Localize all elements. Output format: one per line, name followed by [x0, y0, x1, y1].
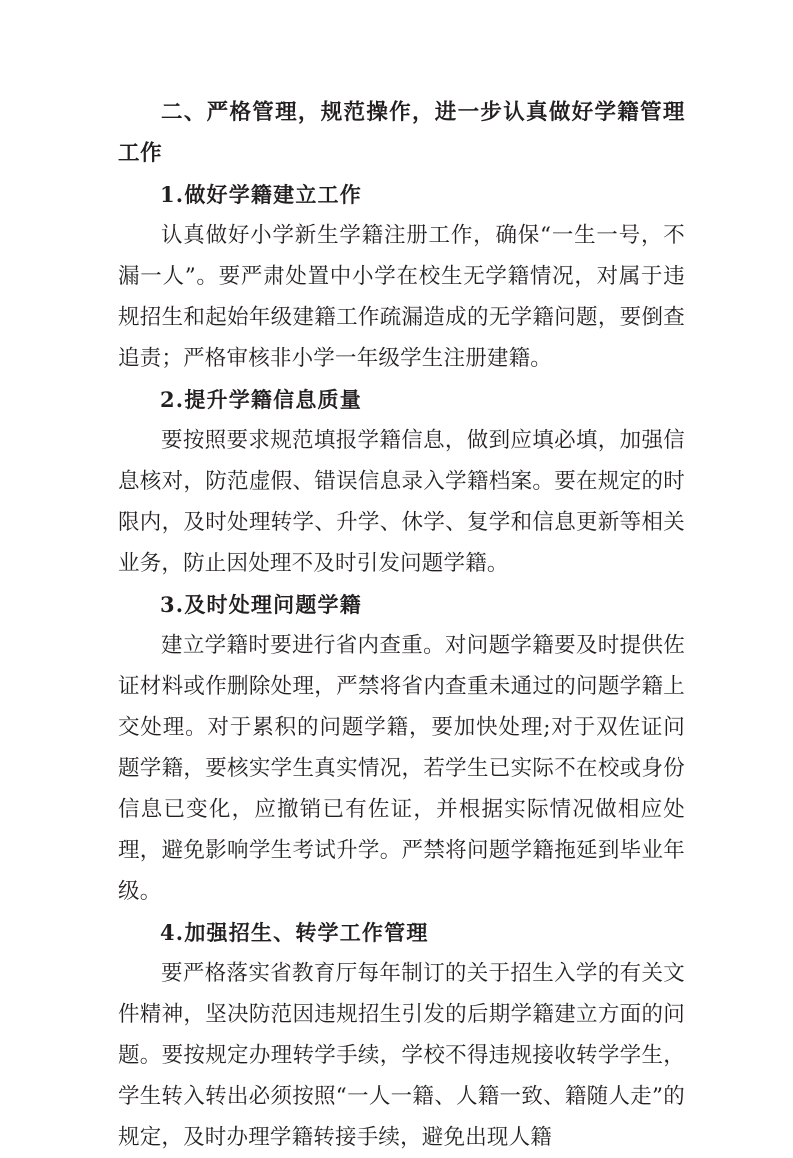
- subheading-4: 4.加强招生、转学工作管理: [160, 920, 429, 945]
- paragraph-2: 要按照要求规范填报学籍信息，做到应填必填，加强信息核对，防范虚假、错误信息录入学籍档案。要在规定的时限内，及时处理转学、升学、休学、复学和信息更新等相关业务，防止因处理不及时引发问题学籍。: [118, 428, 685, 576]
- paragraph-4: 要严格落实省教育厅每年制订的关于招生入学的有关文件精神，坚决防范因违规招生引发的后期学籍建立方面的问题。要按规定办理转学手续，学校不得违规接收转学学生，学生转入转出必须按照“一人一籍、人籍一致、籍随人走”的规定，及时办理学籍转接手续，避免出现人籍: [118, 961, 685, 1150]
- paragraph-3: 建立学籍时要进行省内查重。对问题学籍要及时提供佐证材料或作删除处理，严禁将省内查重未通过的问题学籍上交处理。对于累积的问题学籍，要加快处理;对于双佐证问题学籍，要核实学生真实情况，若学生已实际不在校或身份信息已变化，应撤销已有佐证，并根据实际情况做相应处理，避免影响学生考试升学。严禁将问题学籍拖延到毕业年级。: [118, 633, 685, 904]
- subheading-3: 3.及时处理问题学籍: [160, 592, 362, 617]
- paragraph-1: 认真做好小学新生学籍注册工作，确保“一生一号，不漏一人”。要严肃处置中小学在校生无学籍情况，对属于违规招生和起始年级建籍工作疏漏造成的无学籍问题，要倒查追责；严格审核非小学一年级学生注册建籍。: [118, 223, 685, 371]
- subheading-1: 1.做好学籍建立工作: [160, 182, 362, 207]
- subheading-2: 2.提升学籍信息质量: [160, 387, 362, 412]
- section-heading-two: 二、严格管理，规范操作，进一步认真做好学籍管理工作: [118, 100, 685, 166]
- document-body: [118, 92, 685, 1158]
